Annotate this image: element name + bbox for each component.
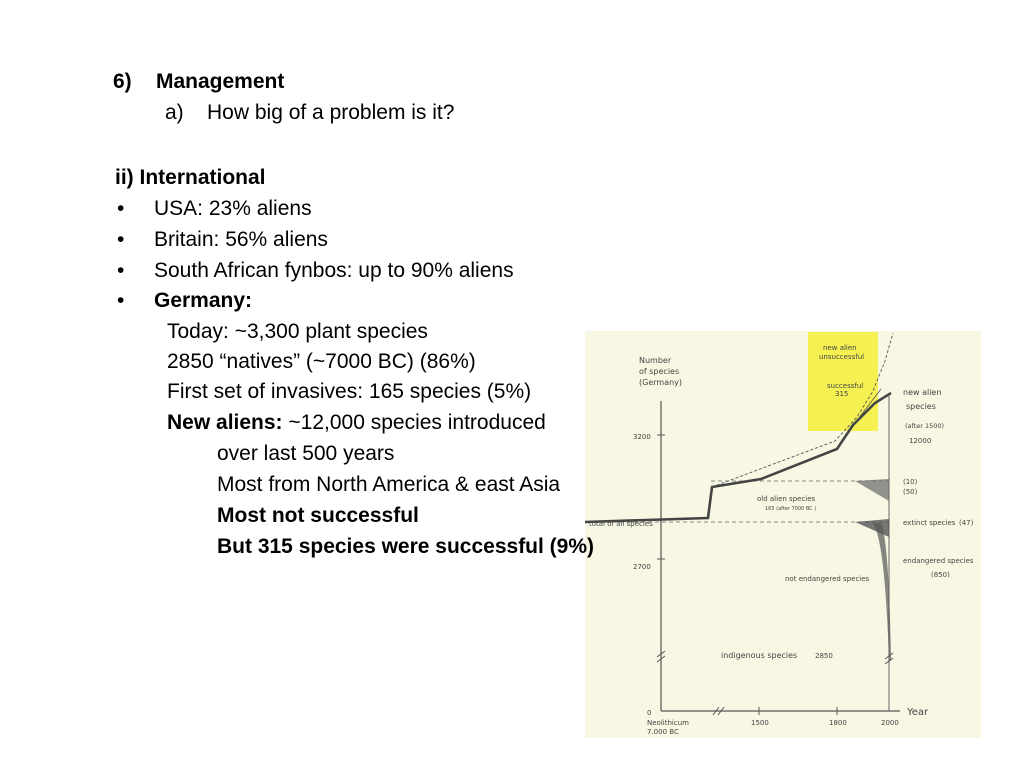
subheading-letter: a) [165, 101, 184, 124]
new-alien-line4: 12000 [909, 437, 932, 445]
species-figure [585, 331, 981, 738]
bullet-fynbos: South African fynbos: up to 90% aliens [154, 259, 514, 282]
endangered-count: (850) [931, 571, 950, 579]
x-tick-1800: 1800 [829, 719, 847, 727]
germany-successful: But 315 species were successful (9%) [217, 535, 595, 558]
new-alien-line1: new alien [903, 388, 942, 397]
highlight-line1: new alien [823, 344, 857, 352]
y-axis-title-line3: (Germany) [639, 378, 683, 387]
germany-natives: 2850 “natives” (~7000 BC) (86%) [167, 350, 476, 373]
bullet-germany: Germany: [154, 289, 253, 312]
subheading-text: How big of a problem is it? [207, 101, 455, 124]
bullet-marker: • [117, 259, 125, 282]
new-aliens-text: ~12,000 species introduced [288, 411, 546, 434]
new-alien-line3: (after 1500) [905, 422, 945, 430]
bullet-marker: • [117, 289, 125, 312]
old-alien-line1: old alien species [757, 495, 816, 503]
not-endangered-label: not endangered species [785, 575, 870, 583]
right-label-50: (50) [903, 488, 918, 496]
x-tick-7000bc: 7.000 BC [647, 728, 679, 736]
indigenous-label: indigenous species [721, 651, 798, 660]
germany-over-years: over last 500 years [217, 442, 395, 465]
x-tick-neolithicum: Neolithicum [647, 719, 689, 727]
y-tick-2700: 2700 [633, 563, 651, 571]
x-axis-title: Year [907, 707, 929, 718]
y-axis-title-line1: Number [639, 356, 672, 365]
x-tick-2000: 2000 [881, 719, 899, 727]
bullet-britain: Britain: 56% aliens [154, 228, 328, 251]
germany-today: Today: ~3,300 plant species [167, 320, 428, 343]
species-chart [585, 331, 981, 738]
new-alien-line2: species [906, 402, 936, 411]
heading-number: 6) [113, 70, 132, 93]
x-tick-1500: 1500 [751, 719, 769, 727]
highlight-line2: unsuccessful [819, 353, 865, 361]
germany-origin: Most from North America & east Asia [217, 473, 561, 496]
old-alien-line2: 165 (after 7000 BC ) [765, 506, 817, 512]
bullet-marker: • [117, 197, 125, 220]
total-label: total of all species [589, 520, 653, 528]
bullet-marker: • [117, 228, 125, 251]
y-tick-0: 0 [647, 709, 652, 717]
new-aliens-label: New aliens: [167, 411, 283, 434]
germany-new-aliens [167, 411, 546, 435]
highlight-line4: 315 [835, 390, 849, 398]
y-tick-3200: 3200 [633, 433, 651, 441]
highlight-line3: successful [827, 382, 864, 390]
heading-title: Management [156, 70, 285, 93]
bullet-usa: USA: 23% aliens [154, 197, 312, 220]
section-title: ii) International [115, 166, 266, 189]
y-axis-title-line2: of species [639, 367, 680, 376]
right-label-10: (10) [903, 478, 918, 486]
extinct-label: extinct species [903, 519, 956, 527]
endangered-label: endangered species [903, 557, 974, 565]
extinct-count: (47) [959, 519, 974, 527]
indigenous-count: 2850 [815, 652, 833, 660]
germany-first-invasives: First set of invasives: 165 species (5%) [167, 380, 532, 403]
germany-not-successful: Most not successful [217, 504, 419, 527]
